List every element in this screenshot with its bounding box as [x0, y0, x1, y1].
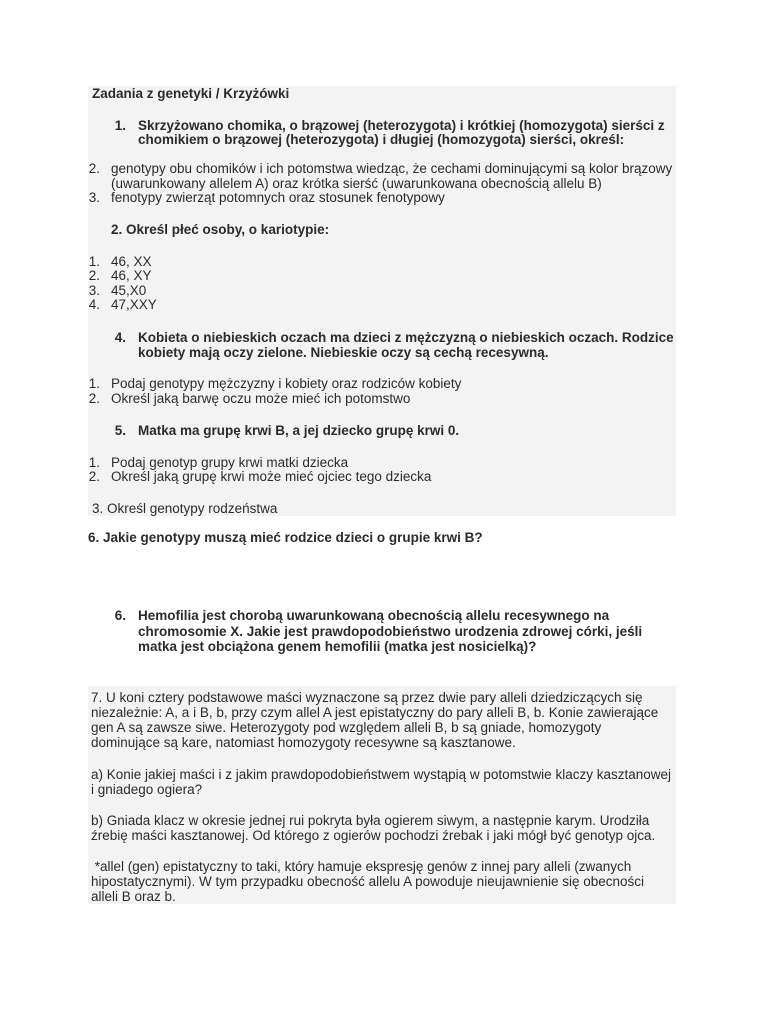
task5-heading: Matka ma grupę krwi B, a jej dziecko grupę krwi 0.: [138, 423, 460, 438]
task5-item-text: Określ jaką grupę krwi może mieć ojciec tego dziecka: [111, 469, 432, 484]
task4-item-text: Określ jaką barwę oczu może mieć ich potomstwo: [111, 391, 411, 406]
task7-paragraph-line4: dominujące są kare, natomiast homozygoty recesywne są kasztanowe.: [91, 735, 516, 750]
task7-question-a-line1: a) Konie jakiej maści i z jakim prawdopodobieństwem wystąpią w potomstwie klaczy kasztanowej: [91, 767, 671, 782]
task7-question-b-line2: źrebię maści kasztanowej. Od którego z ogierów pochodzi źrebak i jaki mógł być genotyp ojca.: [91, 828, 656, 843]
task1-item-line1: fenotypy zwierząt potomnych oraz stosunek fenotypowy: [111, 190, 445, 205]
task1-item-number: 3.: [88, 190, 100, 205]
task2-item-number: 1.: [88, 254, 100, 269]
page-title: Zadania z genetyki / Krzyżówki: [92, 86, 290, 101]
task7-note-line3: alleli B oraz b.: [91, 889, 176, 904]
task7-question-b-line1: b) Gniada klacz w okresie jednej rui pokryta była ogierem siwym, a następnie karym. Urodziła: [91, 813, 650, 828]
task2-item-number: 4.: [88, 297, 100, 312]
highlight-band-top: [88, 86, 676, 516]
task5-item-number: 1.: [88, 455, 100, 470]
task6b-number: 6.: [114, 608, 126, 623]
task1-item-line2: (uwarunkowany allelem A) oraz krótka sierść (uwarunkowana obecnością allelu B): [111, 176, 602, 191]
task6b-line3: matka jest obciążona genem hemofilii (matka jest nosicielką)?: [138, 639, 537, 654]
task1-heading-line2: chomikiem o brązowej (heterozygota) i długiej (homozygota) sierści, określ:: [138, 132, 625, 147]
task5-item-text: Podaj genotyp grupy krwi matki dziecka: [111, 455, 349, 470]
task2-item-text: 46, XX: [111, 254, 152, 269]
task5-item-number: 2.: [88, 469, 100, 484]
task5-extra: 3. Określ genotypy rodzeństwa: [92, 501, 278, 516]
task6a-heading: 6. Jakie genotypy muszą mieć rodzice dzieci o grupie krwi B?: [88, 530, 483, 545]
task6b-line1: Hemofilia jest chorobą uwarunkowaną obecnością allelu recesywnego na: [138, 608, 610, 623]
task2-item-number: 2.: [88, 268, 100, 283]
task7-note-line2: hipostatycznymi). W tym przypadku obecność allelu A powoduje nieujawnienie się obecności: [91, 874, 645, 889]
task1-number: 1.: [114, 118, 126, 133]
task4-heading-line2: kobiety mają oczy zielone. Niebieskie oczy są cechą recesywną.: [138, 345, 549, 360]
task2-item-text: 46, XY: [111, 268, 152, 283]
task7-paragraph-line1: 7. U koni cztery podstawowe maści wyznaczone są przez dwie pary alleli dziedziczących się: [91, 690, 643, 705]
task7-note-line1: *allel (gen) epistatyczny to taki, który hamuje ekspresję genów z innej pary alleli (zwanych: [91, 859, 632, 874]
task7-paragraph-line2: niezależnie: A, a i B, b, przy czym allel A jest epistatyczny do pary alleli B, b. Konie zawierające: [91, 705, 659, 720]
task1-item-number: 2.: [88, 161, 100, 176]
task6b-line2: chromosomie X. Jakie jest prawdopodobieństwo urodzenia zdrowej córki, jeśli: [138, 624, 643, 639]
task4-heading-line1: Kobieta o niebieskich oczach ma dzieci z mężczyzną o niebieskich oczach. Rodzice: [138, 330, 674, 345]
task2-item-text: 47,XXY: [111, 297, 157, 312]
task4-item-text: Podaj genotypy mężczyzny i kobiety oraz rodziców kobiety: [111, 376, 462, 391]
task5-number: 5.: [114, 423, 126, 438]
task7-paragraph-line3: gen A są zawsze siwe. Heterozygoty pod względem alleli B, b są gniade, homozygoty: [91, 720, 602, 735]
task4-item-number: 2.: [88, 391, 100, 406]
task4-item-number: 1.: [88, 376, 100, 391]
task1-heading-line1: Skrzyżowano chomika, o brązowej (heterozygota) i krótkiej (homozygota) sierści z: [138, 118, 665, 133]
task4-number: 4.: [114, 330, 126, 345]
task2-item-text: 45,X0: [111, 283, 147, 298]
task2-heading: 2. Określ płeć osoby, o kariotypie:: [111, 222, 330, 237]
task7-question-a-line2: i gniadego ogiera?: [91, 782, 203, 797]
task1-item-line1: genotypy obu chomików i ich potomstwa wiedząc, że cechami dominującymi są kolor brązowy: [111, 161, 673, 176]
task2-item-number: 3.: [88, 283, 100, 298]
